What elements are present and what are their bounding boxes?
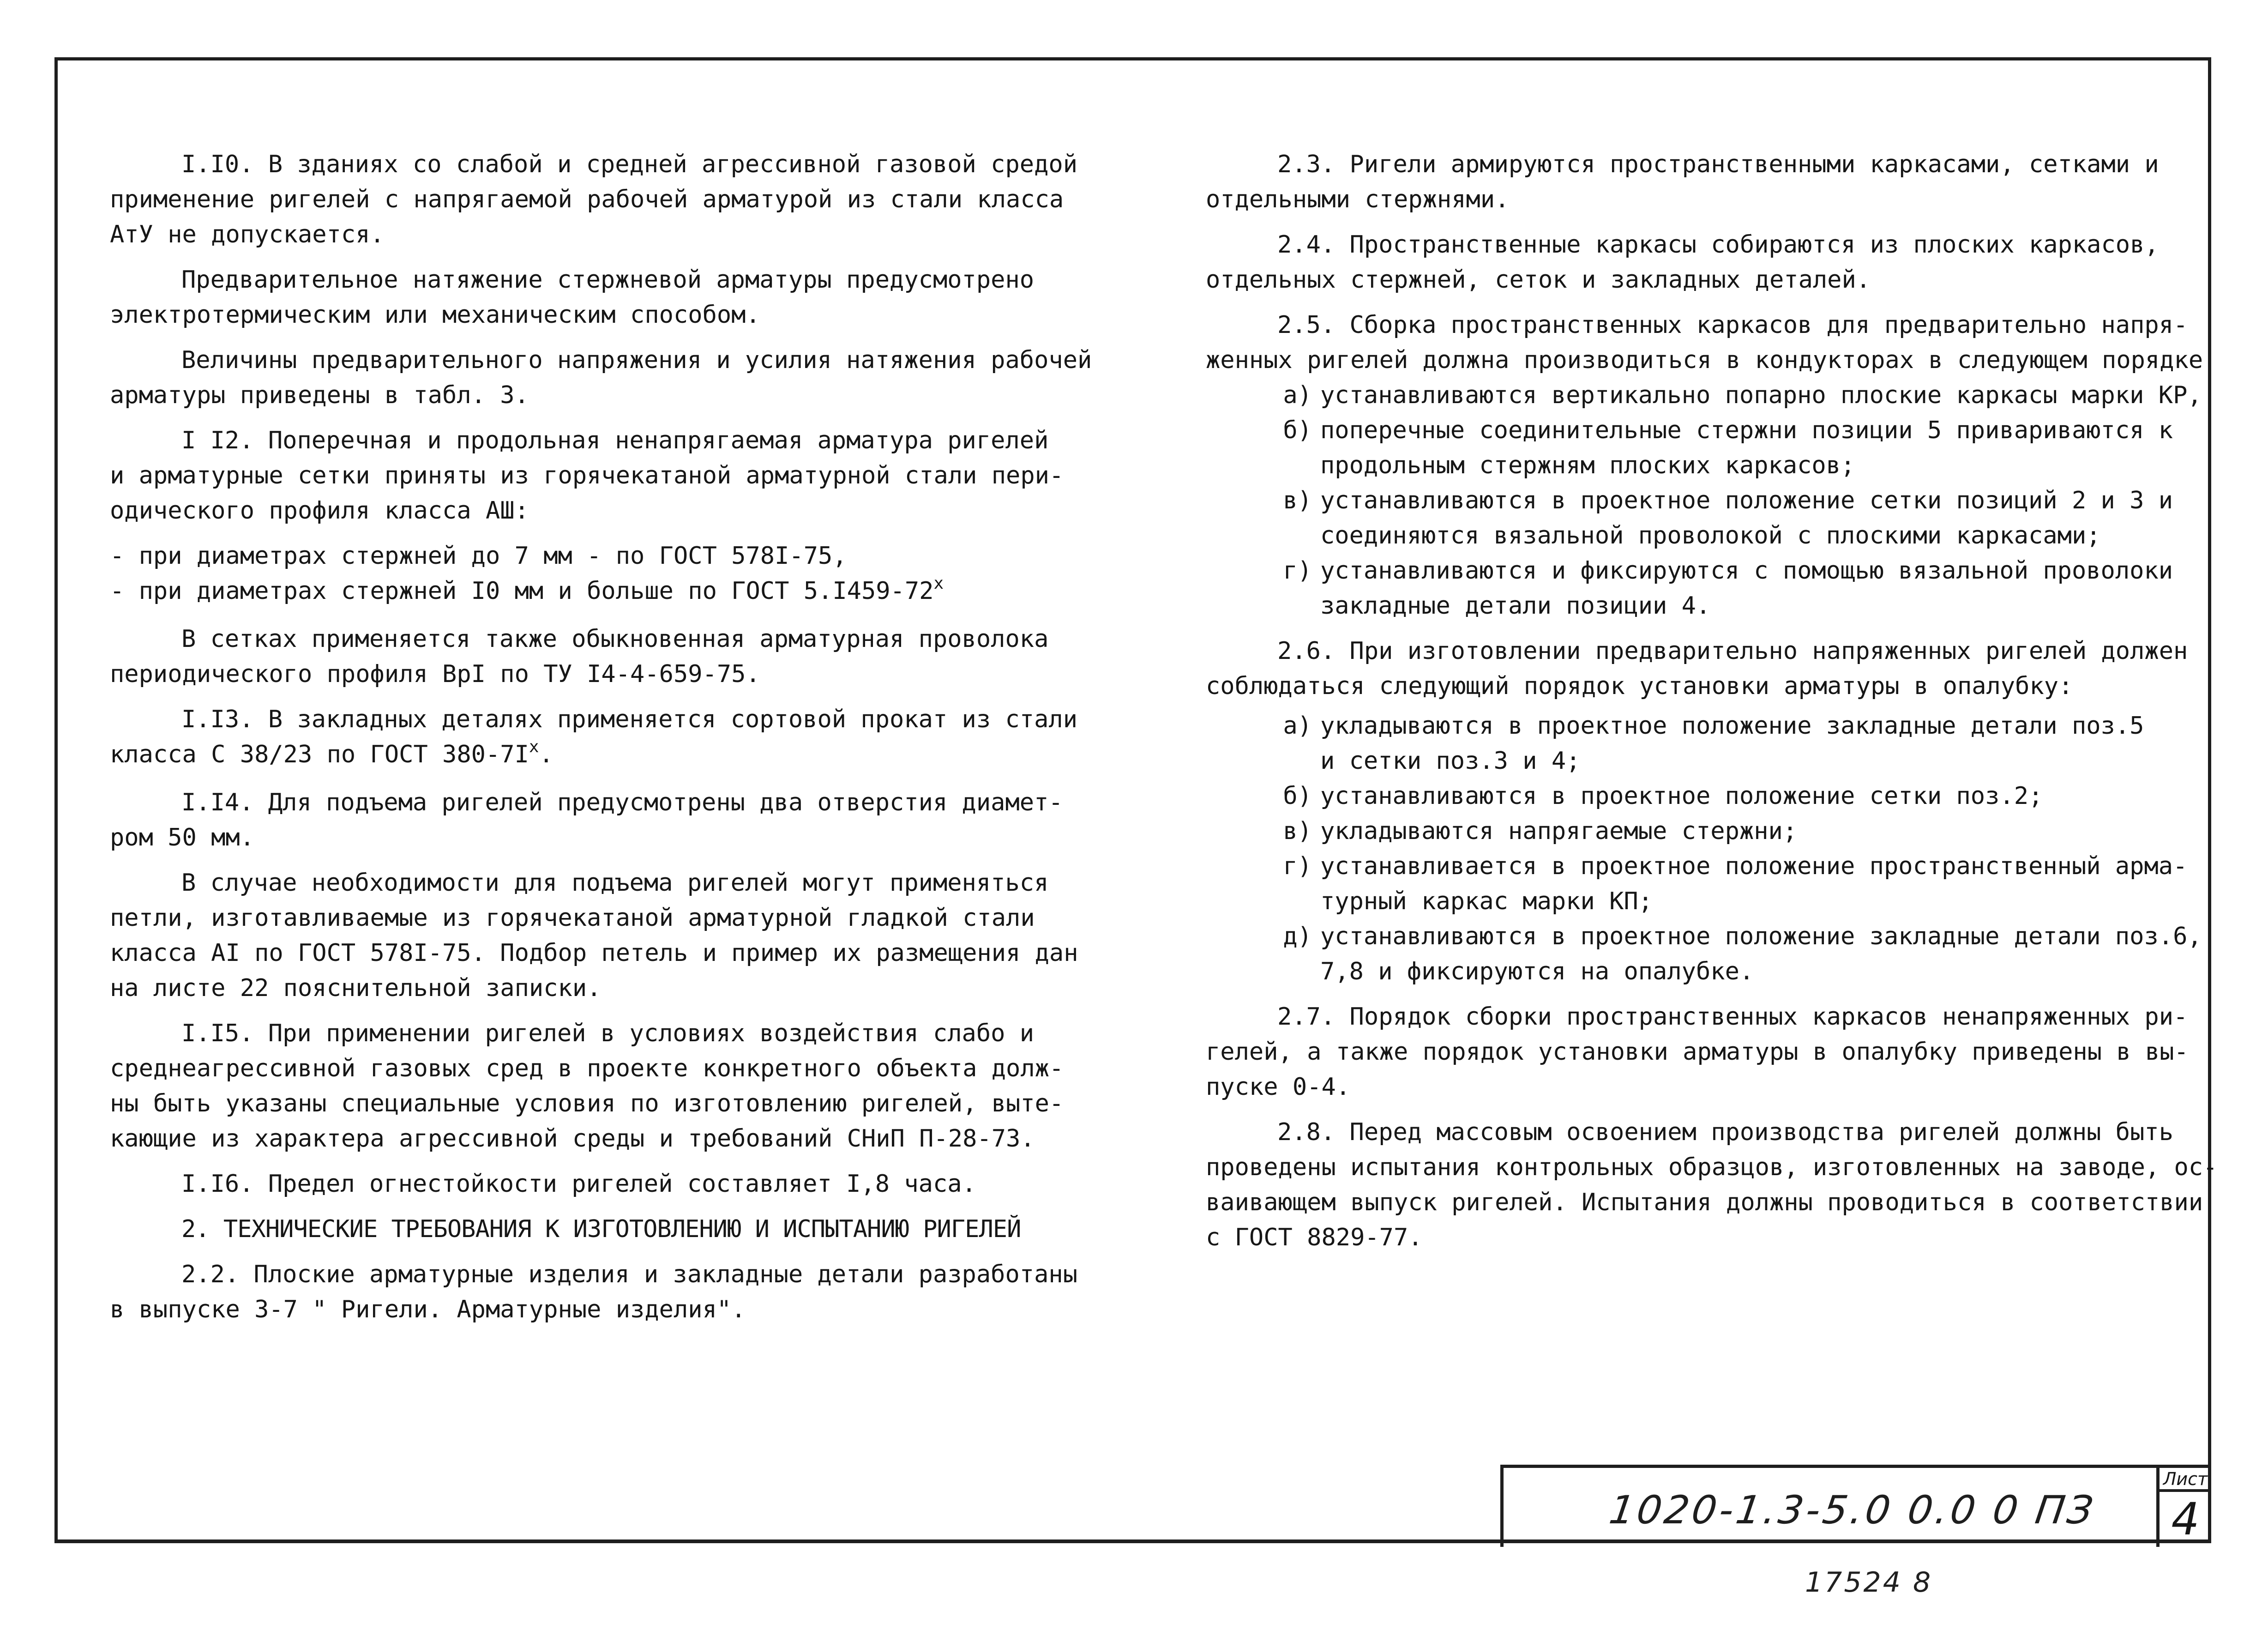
paragraph xyxy=(110,1166,1089,1201)
list-item-text: 7,8 и фиксируются на опалубке. xyxy=(1320,958,1754,985)
text-line: арматуры приведены в табл. 3. xyxy=(110,381,529,409)
text-line: I.I3. В закладных деталях применяется сортовой прокат из стали xyxy=(181,706,1078,733)
paragraph xyxy=(110,1016,1089,1156)
list-item-text: устанавливаются и фиксируются с помощью вязальной проволоки xyxy=(1320,557,2173,585)
paragraph xyxy=(1206,227,2188,297)
text-line: петли, изготавливаемые из горячекатаной арматурной гладкой стали xyxy=(110,904,1035,932)
list-item-text: устанавливаются вертикально попарно плоские каркасы марки КР, xyxy=(1320,381,2202,409)
dash-item: - при диаметрах стержней I0 мм и больше по ГОСТ 5.I459-72 xyxy=(110,577,934,605)
text-line: 2.6. При изготовлении предварительно напряженных ригелей должен xyxy=(1277,637,2188,665)
dash-list xyxy=(110,538,1089,611)
text-line: 2.4. Пространственные каркасы собираются из плоских каркасов, xyxy=(1277,231,2159,259)
text-line: пуске 0-4. xyxy=(1206,1073,1351,1101)
list-item xyxy=(1270,884,2188,919)
lettered-list-assembly xyxy=(1270,378,2202,623)
list-marker: б) xyxy=(1283,782,1312,810)
list-item xyxy=(1270,553,2188,588)
text-line: одического профиля класса АШ: xyxy=(110,497,529,525)
list-item-text: поперечные соединительные стержни позиции 5 привариваются к xyxy=(1320,417,2173,444)
paragraph xyxy=(110,702,1089,775)
list-item-text: укладываются напрягаемые стержни; xyxy=(1320,817,1798,845)
superscript: x xyxy=(529,737,539,756)
right-column xyxy=(1206,147,2218,1265)
section-heading: 2. ТЕХНИЧЕСКИЕ ТРЕБОВАНИЯ К ИЗГОТОВЛЕНИЮ И ИСПЫТАНИЮ РИГЕЛЕЙ xyxy=(181,1215,1021,1243)
list-marker xyxy=(1270,884,1320,919)
list-marker xyxy=(1270,954,1320,989)
list-marker xyxy=(1270,448,1320,483)
list-item-text: устанавливаются в проектное положение сетки позиций 2 и 3 и xyxy=(1320,487,2173,514)
text-line: в выпуске 3-7 " Ригели. Арматурные изделия". xyxy=(110,1296,746,1323)
text-line: отдельных стержней, сеток и закладных деталей. xyxy=(1206,266,1871,294)
paragraph xyxy=(1206,999,2188,1105)
paragraph xyxy=(110,262,1089,332)
list-marker: г) xyxy=(1283,557,1312,585)
sheet-box xyxy=(2156,1468,2211,1547)
paragraph xyxy=(110,423,1089,528)
dash-item: - при диаметрах стержней до 7 мм - по ГОСТ 578I-75, xyxy=(110,542,847,570)
text-line: ром 50 мм. xyxy=(110,824,255,851)
list-marker: б) xyxy=(1283,417,1312,444)
list-item xyxy=(1270,919,2202,954)
text-line: гелей, а также порядок установки арматуры в опалубку приведены в вы- xyxy=(1206,1038,2189,1066)
list-marker xyxy=(1270,588,1320,623)
paragraph xyxy=(1206,634,2188,704)
left-column xyxy=(110,147,1092,1337)
list-item xyxy=(1270,483,2188,518)
document-code: 1020-1.3-5.0 0.0 0 ПЗ xyxy=(1606,1487,2099,1533)
list-item-text: устанавливаются в проектное положение закладные детали поз.6, xyxy=(1320,923,2202,950)
text-line: I I2. Поперечная и продольная ненапрягаемая арматура ригелей xyxy=(181,427,1049,454)
list-item xyxy=(1270,743,2188,779)
text-line: на листе 22 пояснительной записки. xyxy=(110,974,602,1002)
text-line: В случае необходимости для подъема ригелей могут применяться xyxy=(181,869,1049,897)
paragraph xyxy=(1206,1115,2218,1255)
text-line: I.I5. При применении ригелей в условиях воздействия слабо и xyxy=(181,1020,1035,1047)
list-item-text: укладываются в проектное положение закладные детали поз.5 xyxy=(1320,712,2144,740)
handwritten-note: 17524 8 xyxy=(1805,1566,1933,1599)
list-item-text: устанавливаются в проектное положение сетки поз.2; xyxy=(1320,782,2043,810)
list-item xyxy=(1270,518,2188,553)
text-line: ны быть указаны специальные условия по изготовлению ригелей, выте- xyxy=(110,1090,1064,1117)
list-item-text: продольным стержням плоских каркасов; xyxy=(1320,452,1855,479)
list-item xyxy=(1270,779,2188,814)
list-item xyxy=(1270,448,2188,483)
text-line: среднеагрессивной газовых сред в проекте конкретного объекта долж- xyxy=(110,1055,1064,1082)
paragraph xyxy=(110,1257,1089,1327)
paragraph xyxy=(110,785,1089,855)
list-marker: а) xyxy=(1283,381,1312,409)
lettered-list-formwork xyxy=(1270,708,2202,989)
text-line: I.I6. Предел огнестойкости ригелей составляет I,8 часа. xyxy=(181,1170,976,1198)
text-line: электротермическим или механическим способом. xyxy=(110,301,760,329)
list-item xyxy=(1270,814,2188,849)
text-line: класса АI по ГОСТ 578I-75. Подбор петель и пример их размещения дан xyxy=(110,939,1078,967)
text-line: В сетках применяется также обыкновенная арматурная проволока xyxy=(181,625,1049,653)
list-item-text: закладные детали позиции 4. xyxy=(1320,592,1711,620)
text-line: ваивающем выпуск ригелей. Испытания должны проводиться в соответствии xyxy=(1206,1189,2203,1216)
list-marker: в) xyxy=(1283,487,1312,514)
text-line: 2.8. Перед массовым освоением производства ригелей должны быть xyxy=(1277,1118,2174,1146)
list-marker: а) xyxy=(1283,712,1312,740)
text-line: с ГОСТ 8829-77. xyxy=(1206,1224,1423,1251)
title-block xyxy=(1500,1465,2211,1547)
paragraph xyxy=(1206,147,2188,217)
paragraph xyxy=(1206,308,2203,378)
sheet-number: 4 xyxy=(2171,1493,2200,1545)
list-item xyxy=(1270,708,2188,743)
text-line: соблюдаться следующий порядок установки арматуры в опалубку: xyxy=(1206,672,2073,700)
list-item xyxy=(1270,378,2202,413)
sheet-label: Лист xyxy=(2160,1468,2211,1492)
list-item-text: устанавливается в проектное положение пространственный арма- xyxy=(1320,852,2188,880)
list-marker xyxy=(1270,743,1320,779)
list-item-text: соединяются вязальной проволокой с плоскими каркасами; xyxy=(1320,522,2101,549)
paragraph xyxy=(110,147,1089,252)
list-item xyxy=(1270,588,2188,623)
list-item-text: и сетки поз.3 и 4; xyxy=(1320,747,1581,775)
text-line: применение ригелей с напрягаемой рабочей арматурой из стали класса xyxy=(110,186,1064,213)
text-line: и арматурные сетки приняты из горячекатаной арматурной стали пери- xyxy=(110,462,1064,489)
list-marker: в) xyxy=(1283,817,1312,845)
text-line: I.I4. Для подъема ригелей предусмотрены два отверстия диамет- xyxy=(181,789,1063,816)
list-item xyxy=(1270,413,2188,448)
list-marker: г) xyxy=(1283,852,1312,880)
text-line: . xyxy=(539,741,553,768)
text-line: Предварительное натяжение стержневой арматуры предусмотрено xyxy=(181,266,1035,294)
superscript: x xyxy=(933,574,944,593)
list-item-text: турный каркас марки КП; xyxy=(1320,887,1653,915)
list-item xyxy=(1270,849,2188,884)
text-line: 2.5. Сборка пространственных каркасов для предварительно напря- xyxy=(1277,311,2188,339)
text-line: отдельными стержнями. xyxy=(1206,186,1510,213)
text-line: 2.7. Порядок сборки пространственных каркасов ненапряженных ри- xyxy=(1277,1003,2188,1031)
list-marker xyxy=(1270,518,1320,553)
paragraph xyxy=(110,622,1089,692)
text-line: I.I0. В зданиях со слабой и средней агрессивной газовой средой xyxy=(181,151,1078,178)
text-line: 2.2. Плоские арматурные изделия и закладные детали разработаны xyxy=(181,1261,1078,1288)
paragraph xyxy=(110,865,1089,1006)
text-line: женных ригелей должна производиться в кондукторах в следующем порядке xyxy=(1206,346,2203,374)
text-line: Величины предварительного напряжения и усилия натяжения рабочей xyxy=(181,346,1092,374)
text-line: периодического профиля ВрI по ТУ I4-4-659-75. xyxy=(110,660,760,688)
list-marker: д) xyxy=(1283,923,1312,950)
text-line: класса С 38/23 по ГОСТ 380-7I xyxy=(110,741,529,768)
paragraph xyxy=(110,343,1092,413)
text-line: АтУ не допускается. xyxy=(110,221,385,248)
list-item xyxy=(1270,954,2188,989)
text-line: проведены испытания контрольных образцов, изготовленных на заводе, ос- xyxy=(1206,1153,2218,1181)
text-line: 2.3. Ригели армируются пространственными каркасами, сетками и xyxy=(1277,151,2159,178)
text-line: кающие из характера агрессивной среды и требований СНиП П-28-73. xyxy=(110,1125,1035,1153)
